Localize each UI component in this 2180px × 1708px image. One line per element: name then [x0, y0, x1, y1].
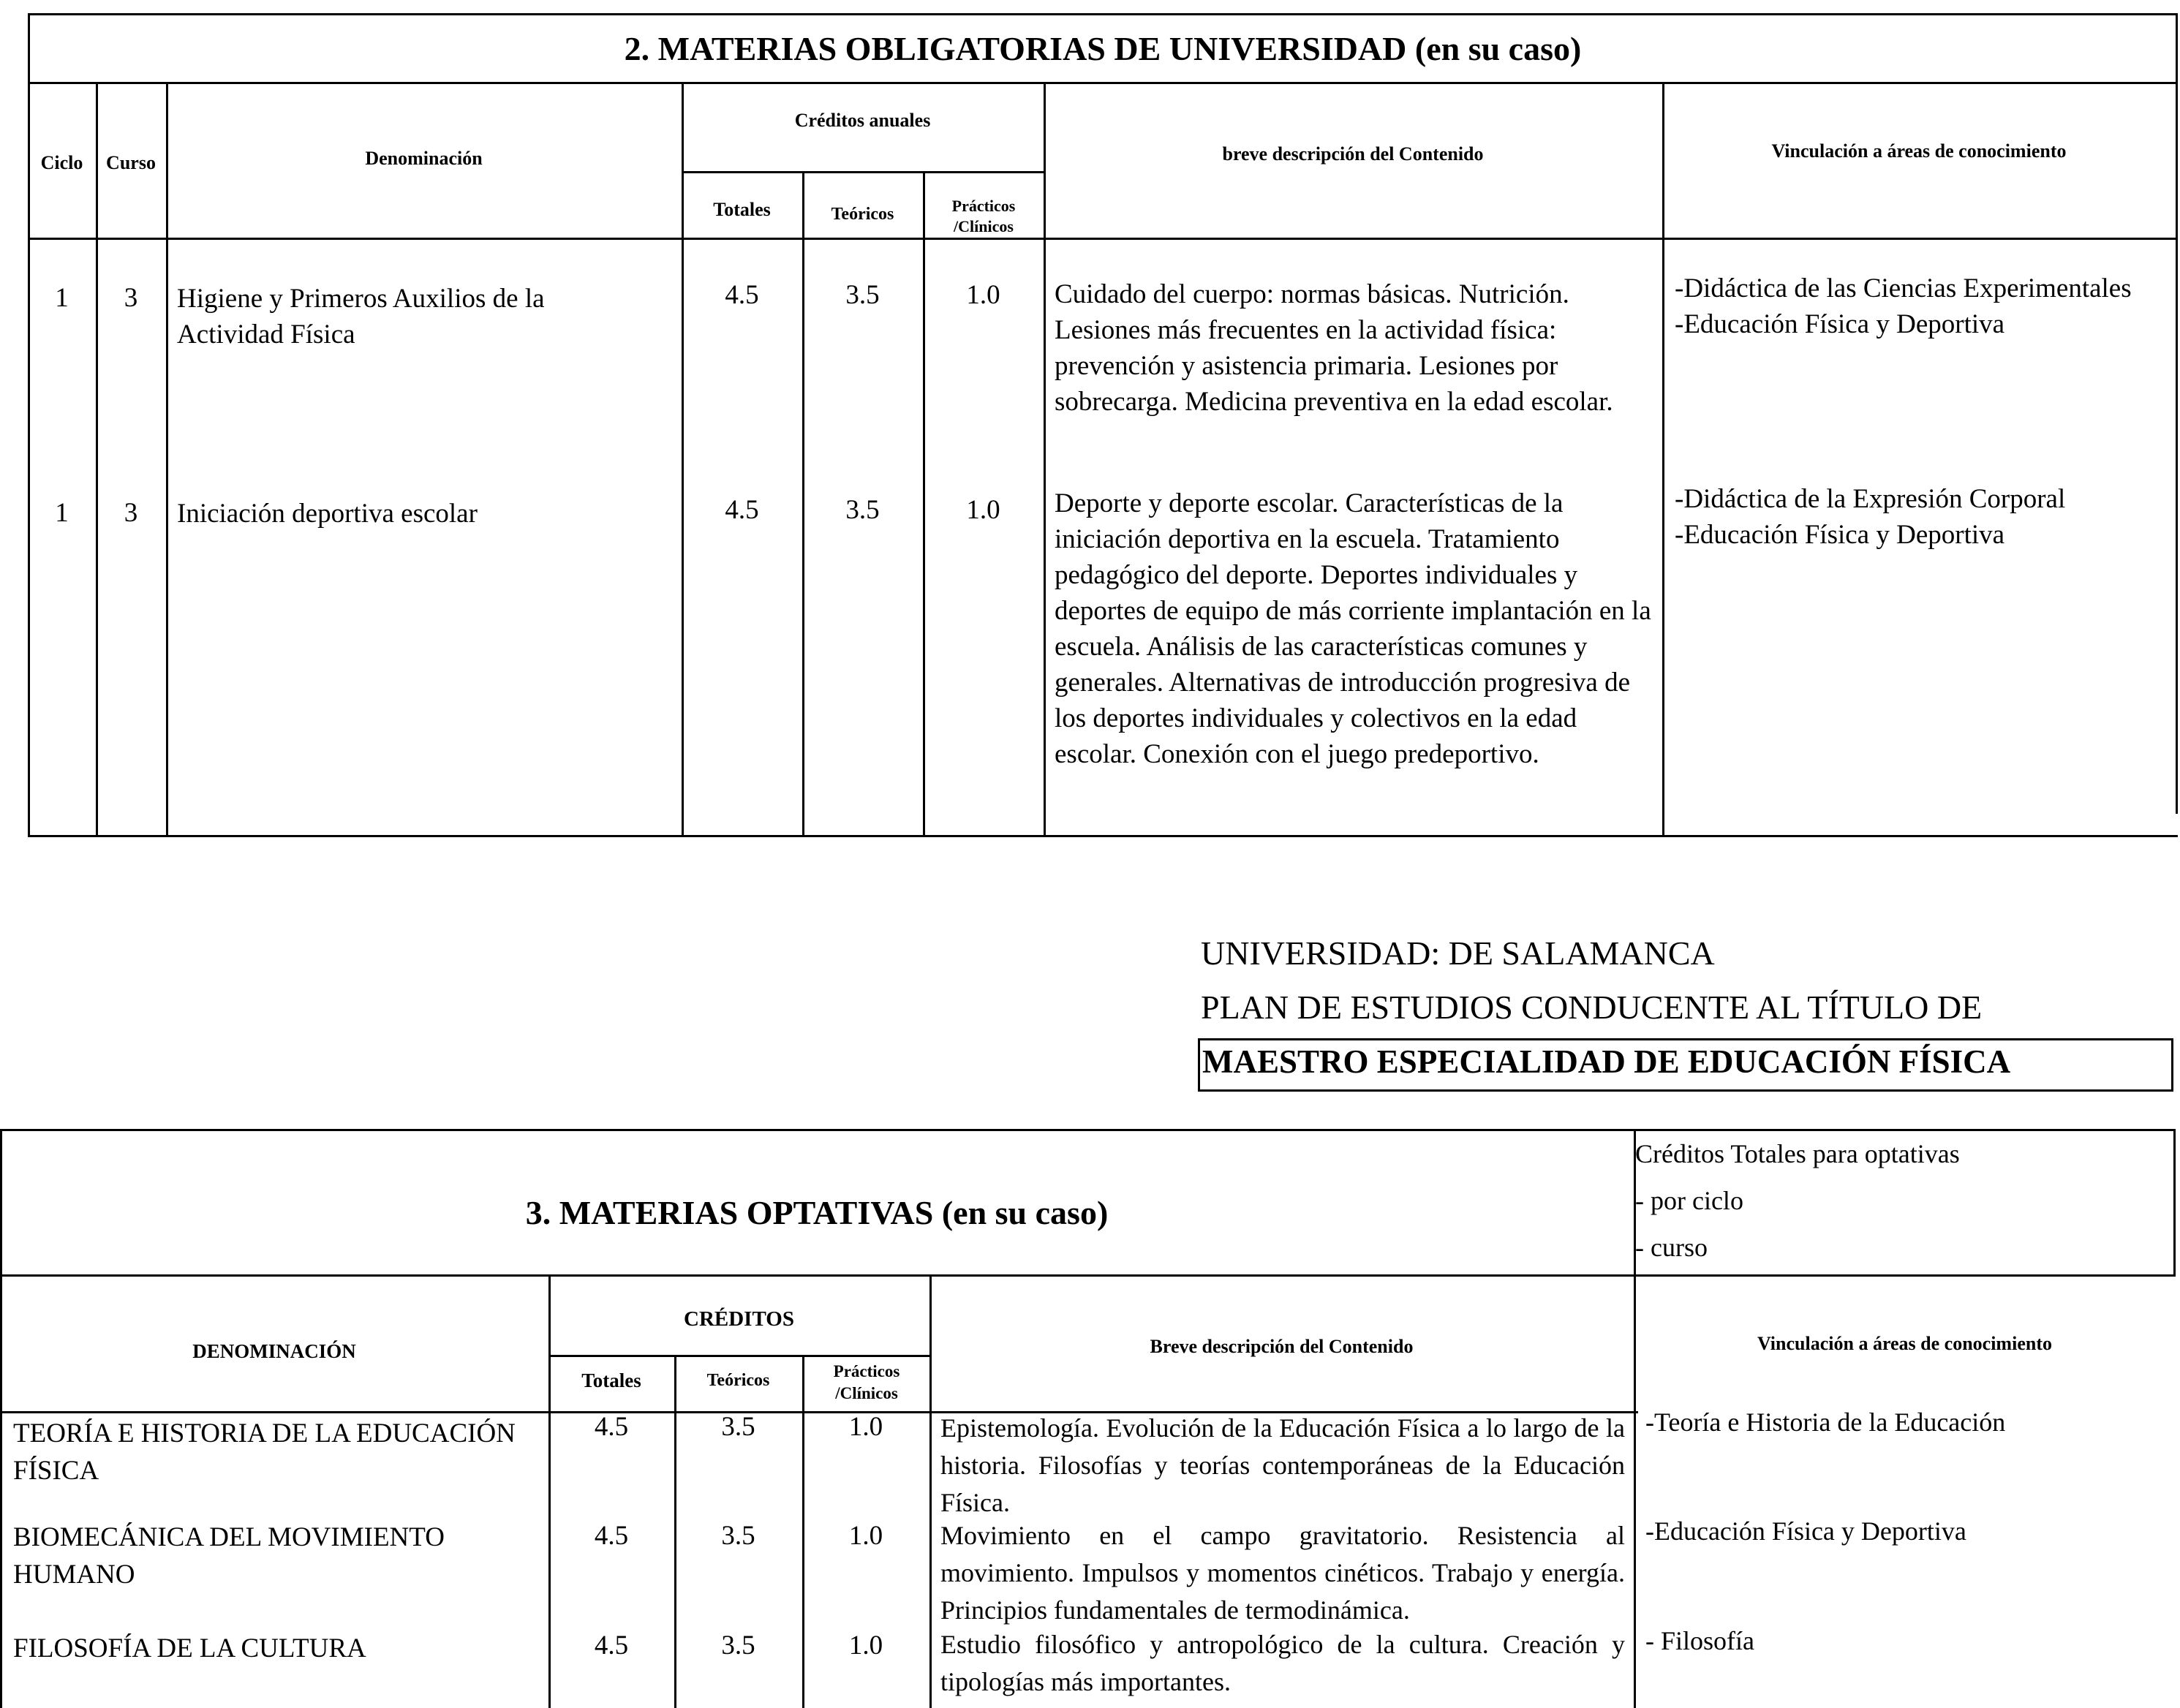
cell-vinculacion-1: -Didáctica de las Ciencias Experimentales [1675, 273, 2132, 303]
cell-vinculacion-2: -Educación Física y Deportiva [1675, 520, 2005, 550]
header-vinculacion: Vinculación a áreas de conocimiento [1757, 1333, 2052, 1354]
cell-totales: 4.5 [725, 495, 759, 525]
cell-totales: 4.5 [594, 1412, 629, 1442]
cell-curso: 3 [124, 498, 138, 528]
header-creditos: CRÉDITOS [684, 1307, 794, 1331]
degree-title: MAESTRO ESPECIALIDAD DE EDUCACIÓN FÍSICA [1202, 1043, 2011, 1080]
cell-teoricos: 3.5 [721, 1521, 755, 1551]
cell-practicos: 1.0 [848, 1521, 883, 1551]
cell-vinculacion: - Filosofía [1645, 1626, 1754, 1655]
cell-ciclo: 1 [55, 498, 69, 528]
header-totales: Totales [713, 199, 771, 220]
cell-practicos: 1.0 [848, 1630, 883, 1660]
cell-denominacion: Iniciación deportiva escolar [177, 499, 478, 529]
credit-info-ciclo: - por ciclo [1635, 1186, 1743, 1215]
cell-practicos: 1.0 [966, 495, 1000, 525]
cell-denominacion: FILOSOFÍA DE LA CULTURA [13, 1633, 366, 1663]
cell-vinculacion: -Educación Física y Deportiva [1645, 1516, 1966, 1546]
university-name: UNIVERSIDAD: DE SALAMANCA [1201, 934, 1715, 972]
header-teoricos: Teóricos [706, 1371, 770, 1390]
header-practicos: Prácticos /Clínicos [951, 197, 1016, 235]
cell-practicos: 1.0 [848, 1412, 883, 1442]
cell-descripcion: Cuidado del cuerpo: normas básicas. Nutrición. Lesiones más frecuentes en la actividad física: prevención y asistencia primaria. Lesiones por sobrecarga. Medicina preventiva en la edad escolar. [1055, 279, 1613, 417]
header-totales: Totales [581, 1369, 641, 1391]
cell-teoricos: 3.5 [845, 495, 880, 525]
cell-descripcion: Movimiento en el campo gravitatorio. Resistencia al movimiento. Impulsos y momentos cinéticos. Trabajo y energía. Principios fundamentales de termodinámica. [940, 1521, 1625, 1625]
header-practicos: Prácticos /Clínicos [833, 1362, 900, 1402]
header-vinculacion: Vinculación a áreas de conocimiento [1771, 140, 2067, 162]
cell-descripcion: Estudio filosófico y antropológico de la cultura. Creación y tipologías más importantes. [940, 1630, 1625, 1696]
cell-totales: 4.5 [594, 1521, 629, 1551]
header-descripcion: Breve descripción del Contenido [1150, 1336, 1414, 1357]
cell-denominacion: BIOMECÁNICA DEL MOVIMIENTO HUMANO [13, 1522, 445, 1590]
header-denominacion: Denominación [365, 148, 483, 169]
header-descripcion: breve descripción del Contenido [1222, 143, 1484, 165]
cell-teoricos: 3.5 [845, 280, 880, 310]
header-ciclo: Ciclo [40, 152, 83, 173]
cell-teoricos: 3.5 [721, 1630, 755, 1660]
cell-practicos: 1.0 [966, 280, 1000, 310]
credit-info [1635, 1130, 1960, 1271]
header-curso: Curso [106, 152, 156, 173]
cell-descripcion: Deporte y deporte escolar. Características de la iniciación deportiva en la escuela. Tratamiento pedagógico del deporte. Deportes individuales y deportes de equipo de más corriente implantación en la escuela. Análisis de las características comunes y generales. Alternativas de introducción progresiva de los deportes individuales y colectivos en la edad escolar. Conexión con el juego predeportivo. [1055, 488, 1651, 769]
cell-ciclo: 1 [55, 283, 69, 313]
cell-denominacion: TEORÍA E HISTORIA DE LA EDUCACIÓN FÍSICA [13, 1418, 516, 1486]
cell-curso: 3 [124, 283, 138, 313]
header-creditos-anuales: Créditos anuales [794, 110, 931, 131]
cell-denominacion: Higiene y Primeros Auxilios de la Actividad Física [177, 284, 545, 349]
cell-vinculacion: -Teoría e Historia de la Educación [1645, 1407, 2006, 1437]
section2-title: 2. MATERIAS OBLIGATORIAS DE UNIVERSIDAD (en su caso) [624, 30, 1582, 67]
credit-info-curso: - curso [1635, 1233, 1708, 1262]
plan-title: PLAN DE ESTUDIOS CONDUCENTE AL TÍTULO DE [1201, 989, 1983, 1026]
cell-totales: 4.5 [725, 280, 759, 310]
cell-vinculacion-2: -Educación Física y Deportiva [1675, 309, 2005, 339]
section3-title: 3. MATERIAS OPTATIVAS (en su caso) [525, 1194, 1109, 1231]
cell-totales: 4.5 [594, 1630, 629, 1660]
header-teoricos: Teóricos [831, 205, 894, 224]
header-denominacion: DENOMINACIÓN [192, 1340, 356, 1362]
credit-info-label: Créditos Totales para optativas [1635, 1139, 1960, 1168]
cell-vinculacion-1: -Didáctica de la Expresión Corporal [1675, 484, 2066, 514]
cell-descripcion: Epistemología. Evolución de la Educación Física a lo largo de la historia. Filosofías y teorías contemporáneas de la Educación Física. [940, 1413, 1625, 1517]
cell-teoricos: 3.5 [721, 1412, 755, 1442]
